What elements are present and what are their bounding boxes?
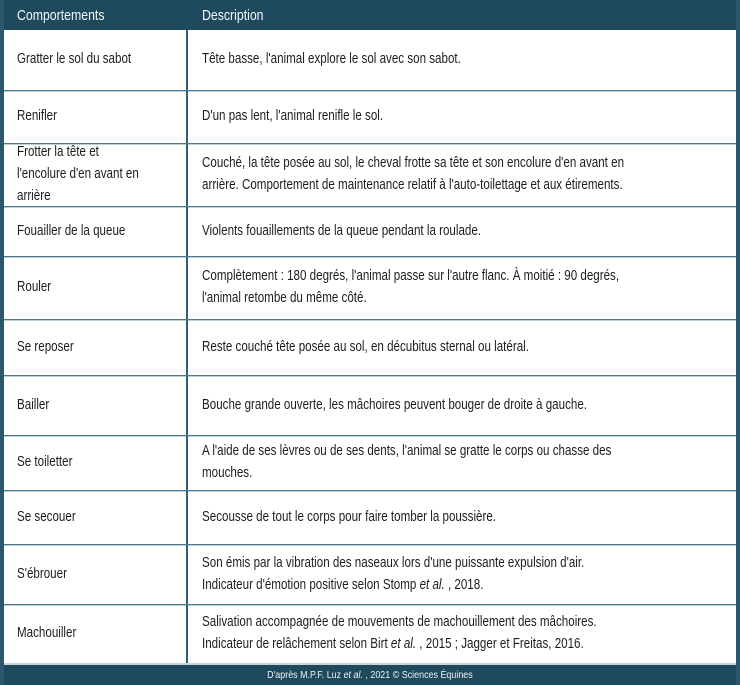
description-cell	[188, 376, 736, 435]
behavior-text: Gratter le sol du sabot	[17, 51, 132, 68]
table-row	[4, 490, 736, 544]
description-text: Couché, la tête posée au sol, le cheval frotte sa tête et son encolure d'en avant en arrière. Comportement de maintenance relatif à l'auto-toilettage et aux étirements.	[202, 155, 625, 193]
attribution-footer	[4, 663, 736, 685]
behavior-text: Fouailler de la queue	[17, 222, 126, 239]
behavior-text: S'ébrouer	[17, 565, 67, 582]
behavior-text: Frotter la tête et l'encolure d'en avant en arrière	[17, 144, 139, 204]
description-cell	[188, 436, 736, 490]
attribution-suffix: , 2021 © Sciences Équines	[362, 669, 473, 681]
column-header-description	[188, 0, 736, 30]
description-text: Tête basse, l'animal explore le sol avec son sabot.	[202, 51, 461, 68]
behavior-text: Se secouer	[17, 508, 76, 525]
behavior-cell	[4, 605, 188, 663]
column-header-comportements	[4, 0, 188, 30]
table-row	[4, 319, 736, 375]
table-body	[4, 30, 736, 663]
description-cell	[188, 545, 736, 604]
description-text: Complètement : 180 degrés, l'animal passe sur l'autre flanc. À moitié : 90 degrés, l'animal retombe du même côté.	[202, 268, 620, 306]
behavior-cell	[4, 320, 188, 375]
table-row	[4, 143, 736, 206]
description-text: A l'aide de ses lèvres ou de ses dents, l'animal se gratte le corps ou chasse des mouches.	[202, 443, 612, 481]
description-text: Reste couché tête posée au sol, en décubitus sternal ou latéral.	[202, 338, 529, 355]
description-cell	[188, 30, 736, 90]
description-cell	[188, 207, 736, 256]
description-text: Bouche grande ouverte, les mâchoires peuvent bouger de droite à gauche.	[202, 396, 587, 413]
column-header-comportements-label: Comportements	[17, 6, 105, 24]
description-text: Violents fouaillements de la queue pendant la roulade.	[202, 222, 482, 239]
attribution-prefix: D'après M.P.F. Luz	[267, 669, 344, 681]
behavior-cell	[4, 376, 188, 435]
table-row	[4, 90, 736, 143]
description-cell	[188, 320, 736, 375]
behavior-cell	[4, 257, 188, 319]
table-row	[4, 604, 736, 663]
table-row	[4, 435, 736, 490]
description-text: Secousse de tout le corps pour faire tomber la poussière.	[202, 508, 497, 525]
behavior-cell	[4, 545, 188, 604]
table-row	[4, 206, 736, 256]
description-cell	[188, 91, 736, 143]
behavior-text: Renifler	[17, 108, 57, 125]
description-cell	[188, 605, 736, 663]
behavior-text: Se toiletter	[17, 454, 73, 471]
description-text: Son émis par la vibration des naseaux lors d'une puissante expulsion d'air. Indicateur d'émotion positive selon Stomp et al. , 2018.	[202, 554, 585, 593]
attribution-text	[267, 669, 473, 681]
table-header-row	[4, 0, 736, 30]
attribution-et-al: et al.	[343, 669, 363, 681]
behavior-text: Se reposer	[17, 338, 74, 355]
behavior-text: Machouiller	[17, 625, 77, 642]
behavior-text: Rouler	[17, 279, 52, 296]
table-row	[4, 544, 736, 604]
description-cell	[188, 144, 736, 206]
description-cell	[188, 257, 736, 319]
behavior-cell	[4, 436, 188, 490]
behavior-cell	[4, 30, 188, 90]
behavior-cell	[4, 91, 188, 143]
behavior-cell	[4, 207, 188, 256]
description-cell	[188, 491, 736, 544]
behavior-text: Bailler	[17, 396, 50, 413]
table-row	[4, 30, 736, 90]
behavior-cell	[4, 144, 188, 206]
table-row	[4, 256, 736, 319]
behavior-cell	[4, 491, 188, 544]
description-text: Salivation accompagnée de mouvements de machouillement des mâchoires. Indicateur de relâchement selon Birt et al. , 2015 ; Jagger et Freitas, 2016.	[202, 614, 597, 652]
column-header-description-label: Description	[202, 6, 264, 24]
description-text: D'un pas lent, l'animal renifle le sol.	[202, 108, 384, 125]
table-row	[4, 375, 736, 435]
